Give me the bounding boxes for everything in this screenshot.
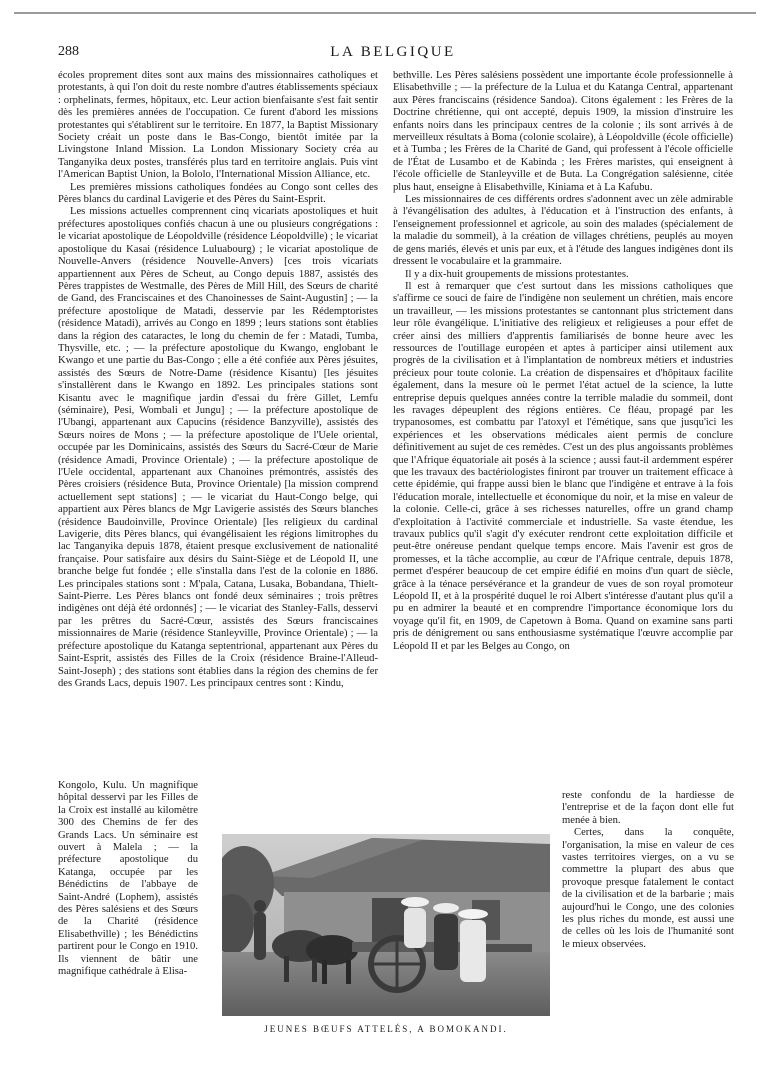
left-column [58, 70, 378, 780]
top-rule [14, 12, 756, 14]
paragraph: Kongolo, Kulu. Un magnifique hôpital desservi par les Filles de la Croix est installé au kilomètre 300 des Chemins de fer des Grands Lacs. Un séminaire est ouvert à Malela ; — la préfecture apostolique du Katanga, occupée par les Bénédictins de l'abbaye de Saint-André (Lophem), assistés des Pères salésiens et des Sœurs de la Charité (résidence Elisabethville) ; les Bénédictins partirent pour le Congo en 1910. Ils viennent de bâtir une magnifique cathédrale à Elisa- [58, 780, 198, 978]
paragraph: Il y a dix-huit groupements de missions protestantes. [405, 268, 629, 280]
right-wrap-text [562, 790, 734, 990]
figure-caption: JEUNES BŒUFS ATTELÉS, A BOMOKANDI. [264, 1024, 508, 1034]
running-title: LA BELGIQUE [330, 44, 456, 60]
paragraph: bethville. Les Pères salésiens possèdent une importante école professionnelle à Elisabethville ; — la préfecture de la Lulua et du Katanga Central, appartenant aux Pères franciscains (résidence Sandoa). Citons également : les Frères de la Doctrine chrétienne, qui ont accepté, depuis 1909, la mission d'instruire les enfants noirs dans les principaux centres de la colonie ; ils sont arrivés à de merveilleux résultats à Boma (colonie scolaire), à Léopoldville (école officielle) et à Tumba ; les Frères de la Charité de Gand, qui professent à l'école officielle de l'État de Lusambo et de Kabinda ; les Frères maristes, qui enseignent à l'école officielle de Stanleyville et de Buta. La Congrégation salésienne, citée plus haut, enseigne à Elisabethville, Kiniama et à La Kafubu. [393, 70, 733, 193]
oxcart-photograph [222, 834, 550, 1016]
right-column [393, 70, 733, 770]
paragraph: Certes, dans la conquête, l'organisation, la mise en valeur de ces vastes territoires vierges, on a vu se commettre la plupart des abus que provoque presque fatalement le contact de la civilisation et de la barbarie ; mais aujourd'hui le Congo, une des colonies les plus riches du monde, est aussi une de celles où les lois de l'humanité sont le mieux observées. [562, 827, 734, 950]
paragraph: Il est à remarquer que c'est surtout dans les missions catholiques que s'affirme ce souci de faire de l'indigène non seulement un chrétien, mais encore un travailleur, — les missions protestantes se cantonnant plus strictement dans leur rôle évangélique. L'initiative des religieux et religieuses a pour effet de créer ainsi des milliers d'apprentis familiarisés de bonne heure avec les ressources de l'outillage européen et aptes à participer ainsi utilement aux progrès de la civilisation et à l'implantation de nombreux métiers et industries précieux pour toute colonie. La création de dispensaires et d'hôpitaux facilite également, dans la mesure où le permet l'état actuel de la science, la lutte entreprise depuis quelques années contre la terrible maladie du sommeil, dont les ravages dépeuplent des régions entières. Ce fléau, propagé par les trypanosomes, est combattu par l'atoxyl et l'émétique, sans que jusqu'ici les expériences et les observations médicales aient permis de conclure définitivement au sujet de ces remèdes. C'est un des plus angoissants problèmes que l'Afrique équatoriale ait posés à la science ; aussi faut-il ardemment espérer que les travaux des bactériologistes finiront par trouver un traitement efficace à cette épidémie, qui frappe aussi bien le blanc que l'indigène et entrave à la fois l'éducation morale, intellectuelle et économique du noir, et la mise en valeur de la colonie. Celle-ci, grâce à ses richesses naturelles, offre un grand champ d'exploitation à l'activité commerciale et industrielle. Sa vaste étendue, les travaux publics qu'il s'agit d'y exécuter rendront cette exploitation difficile et peut-être onéreuse pendant quelque temps encore. Mais l'avenir est gros de promesses, et la tâche accomplie, au cœur de l'Afrique centrale, depuis 1878, permet d'espérer beaucoup de cet empire édifié en moins d'un quart de siècle, grâce à la ténace persévérance et la grandeur de vues de son royal promoteur Léopold II, et à la prospérité duquel le roi Albert s'intéresse d'autant plus qu'il a pu en admirer la beauté et en comprendre l'importance économique lors du voyage qu'il fit, en 1909, de Capetown à Boma. Quand on examine sans parti pris de dénigrement ou sans enthousiasme systématique l'œuvre accomplie par Léopold II et par les Belges au Congo, on [393, 280, 733, 652]
page-number: 288 [58, 44, 79, 59]
paragraph: Les missions actuelles comprennent cinq vicariats apostoliques et huit préfectures apostoliques confiés chacun à une ou plusieurs congrégations : le vicariat apostolique de Léopoldville (résidence Léopoldville) ; le vicariat apostolique du Kasai (résidence Luluabourg) ; le vicariat apostolique de Nouvelle-Anvers (résidence Nouvelle-Anvers) [ces trois vicariats appartiennent aux Pères de Scheut, au Congo depuis 1887, assistés des Pères trappistes de Westmalle, des Pères de Mill Hill, des Sœurs de charité de Gand, des Franciscaines et des Chanoinesses de Saint-Augustin] ; — la préfecture apostolique de Matadi, desservie par les Rédemptoristes (résidence Matadi), arrivés au Congo en 1899 ; leurs stations sont établies dans la région des cataractes, le long du chemin de fer : Matadi, Tumba, Thysville, etc. ; — la préfecture apostolique du Kwango, englobant le Kwango et une partie du Bas-Congo ; elle a été confiée aux Pères jésuites, assistés des Sœurs de Notre-Dame (résidence Kisantu) [les jésuites s'installèrent dans le Kwango en 1892. Les principales stations sont Kisantu avec le magnifique jardin d'essai du frère Gillet, Lemfu (séminaire), Pesi, Wombali et Jungu] ; — la préfecture apostolique de l'Ubangi, appartenant aux Capucins (résidence Banzyville), assistés des Sœurs noires de Mons ; — la préfecture apostolique de l'Uele oriental, occupée par les Dominicains, assistés des Sœurs du Sacré-Cœur de Marie (résidence Amadi, Province Orientale) ; — la préfecture apostolique de l'Uele occidental, appartenant aux Chanoines prémontrés, assistés des Pères croisiers (résidence Buta, Province Orientale) [la mission comprend actuellement sept stations] ; — le vicariat du Haut-Congo belge, qui appartient aux Pères blancs de Mgr Lavigerie assistés des Sœurs blanches (résidence Baudoinville, Province Orientale) [les religieux du cardinal Lavigerie, dits Pères blancs, qui évangélisaient les régions limitrophes du lac Tanganyika depuis 1878, étaient presque exclusivement de nationalité française. Pour satisfaire aux désirs du Saint-Siège et de Léopold II, une branche belge fut fondée ; elle s'installa dans l'est de la colonie en 1886. Les principales stations sont : M'pala, Catana, Lusaka, Bobandana, Thielt-Saint-Pierre. Les Pères blancs ont fondé deux séminaires ; trois prêtres indigènes ont déjà été ordonnés] ; — le vicariat des Stanley-Falls, desservi par les prêtres du Sacré-Cœur, assistés des Sœurs franciscaines missionnaires de Marie (résidence Stanleyville, Province Orientale) ; — la préfecture apostolique du Katanga septentrional, appartenant aux Pères du Saint-Esprit, assistés des Filles de la Croix (résidence Braine-l'Alleud-Saint-Joseph) ; des stations sont établies dans la région des chemins de fer des Grands Lacs, depuis 1907. Les principaux centres sont : Kindu, [58, 206, 378, 689]
paragraph: Les missionnaires de ces différents ordres s'adonnent avec un zèle admirable à l'évangélisation des adultes, à l'éducation et à l'instruction des enfants, à l'enseignement professionnel et agricole, au soin des malades (spécialement de la maladie du sommeil), à la création de villages chrétiens, peuplés au moyen de gens mariés, élevés et unis par eux, et à l'étude des langues indigènes dont ils dressent le vocabulaire et la grammaire. [393, 194, 733, 268]
page-header [58, 44, 728, 66]
left-wrap-text [58, 780, 198, 1030]
photo-illustration [222, 834, 550, 1016]
paragraph: écoles proprement dites sont aux mains des missionnaires catholiques et protestants, à qui l'on doit du reste nombre d'autres établissements spéciaux : orphelinats, fermes, hôpitaux, etc. Leur action bienfaisante s'est fait sentir dès les premières années de l'occupation. Ce furent d'abord les missions protestantes qui s'établirent sur le territoire. En 1877, la Baptist Missionary Society créait un poste dans le Bas-Congo, bientôt imitée par la Livingstone Inland Mission. La London Missionary Society créa au Tanganyika deux postes, transférés plus tard en territoire anglais. Puis vint l'American Baptist Union, la Bololo, l'International Mission Alliance, etc. [58, 70, 378, 181]
paragraph: reste confondu de la hardiesse de l'entreprise et de la façon dont elle fut menée à bien. [562, 790, 734, 826]
paragraph: Les premières missions catholiques fondées au Congo sont celles des Pères blancs du cardinal Lavigerie et des Pères du Saint-Esprit. [58, 181, 378, 206]
